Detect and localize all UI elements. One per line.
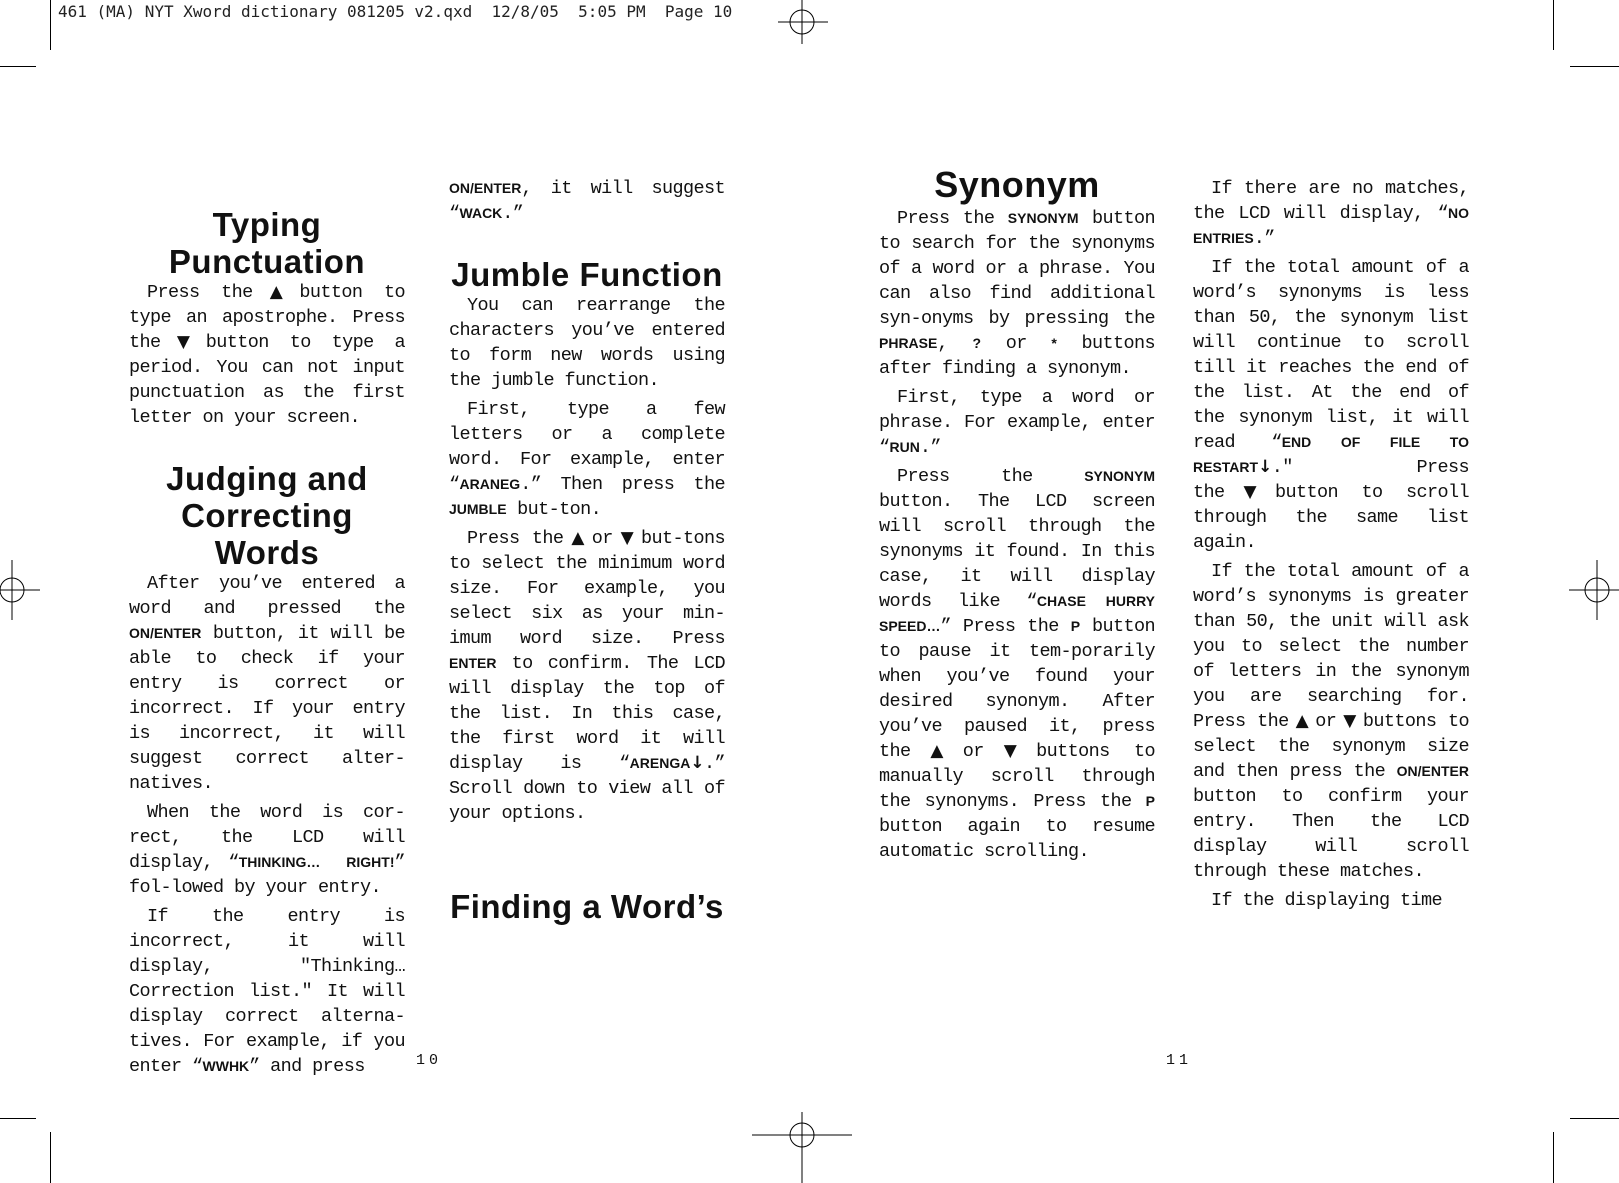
lcd-text: WACK — [459, 205, 503, 221]
heading-typing-punctuation: Typing Punctuation — [168, 206, 366, 280]
paragraph: Press the SYNONYM button. The LCD screen will scroll through the synonyms it found. In this case, it will display words like “CHASE HURRY SPEED…” Press the P button to pause it tem-porarily when you’ve found your desired synonym. After you’ve paused it, press the ▲ or ▼ buttons to manually scroll through the synonyms. Press the P button again to resume automatic scrolling. — [879, 466, 1155, 862]
page-number-left: 10 — [416, 1052, 443, 1069]
paragraph: When the word is cor-rect, the LCD will display, “THINKING… RIGHT!” fol-lowed by your entry. — [129, 802, 405, 898]
key-label: JUMBLE — [449, 501, 507, 517]
crop-mark — [0, 66, 36, 67]
lcd-text: WWHK — [202, 1058, 250, 1074]
column-4 — [1193, 176, 1469, 917]
lcd-text: THINKING… RIGHT! — [238, 854, 395, 870]
paragraph: You can rearrange the characters you’ve entered to form new words using the jumble function. — [449, 295, 725, 391]
down-triangle-icon: ▼ — [618, 528, 635, 548]
column-1 — [129, 206, 405, 1083]
lcd-text: CHASE HURRY SPEED… — [879, 593, 1155, 634]
down-arrow-icon: ↓ — [690, 753, 704, 773]
paragraph: ON/ENTER, it will suggest “WACK.” — [449, 178, 725, 224]
key-label: SYNONYM — [1084, 468, 1155, 484]
down-triangle-icon: ▼ — [166, 332, 200, 352]
key-label: PHRASE — [879, 335, 938, 351]
heading-synonym: Synonym — [934, 164, 1100, 205]
paragraph: Press the ▲ button to type an apostrophe. Press the ▼ button to type a period. You can not input punctuation as the first letter on your screen. — [129, 282, 405, 428]
key-label: ON/ENTER — [129, 625, 202, 641]
paragraph: If the total amount of a word’s synonyms is greater than 50, the unit will ask you to select the number of letters in the synonym you are searching for. Press the ▲ or ▼ buttons to select the synonym size and then press the ON/ENTER button to confirm your entry. Then the LCD display will scroll through these matches. — [1193, 561, 1469, 882]
key-label: SYNONYM — [1007, 210, 1079, 226]
paragraph: If the total amount of a word’s synonyms is less than 50, the synonym list will continue to scroll till it reaches the end of the list. At the end of the synonym list, it will read “END OF FILE TO RESTART↓." Press the ▼ button to scroll through the same list again. — [1193, 257, 1469, 553]
paragraph: If there are no matches, the LCD will display, “NO ENTRIES.” — [1193, 178, 1469, 249]
up-triangle-icon: ▲ — [916, 741, 957, 761]
crop-mark — [1570, 66, 1619, 67]
page-number-right: 11 — [1166, 1052, 1193, 1069]
lcd-text: ARENGA — [629, 755, 691, 771]
column-2 — [449, 176, 725, 925]
lcd-text: ARANEG — [459, 476, 521, 492]
heading-judging-correcting: Judging and Correcting Words — [166, 460, 368, 571]
lcd-text: END OF FILE TO RESTART — [1193, 434, 1469, 475]
paragraph: If the entry is incorrect, it will display, "Thinking… Correction list." It will display correct alterna-tives. For example, if you enter “WWHK” and press — [129, 906, 405, 1077]
crop-mark — [1553, 1132, 1554, 1183]
registration-mark-icon — [0, 560, 40, 620]
key-label: ON/ENTER — [449, 180, 522, 196]
down-triangle-icon: ▼ — [1342, 711, 1357, 731]
up-triangle-icon: ▲ — [1294, 711, 1310, 731]
lcd-text: NO ENTRIES — [1193, 205, 1469, 246]
registration-mark-icon — [1569, 560, 1619, 620]
up-triangle-icon: ▲ — [569, 528, 586, 548]
key-label: ? — [972, 335, 982, 351]
down-triangle-icon: ▼ — [989, 741, 1031, 761]
paragraph: If the displaying time — [1211, 890, 1443, 911]
paragraph: First, type a few letters or a complete word. For example, enter “ARANEG.” Then press the JUMBLE but-ton. — [449, 399, 725, 520]
key-label: * — [1051, 335, 1057, 351]
key-label: P — [1070, 618, 1081, 634]
crop-mark — [0, 1118, 36, 1119]
heading-finding-word: Finding a Word’s — [450, 888, 724, 925]
paragraph: After you’ve entered a word and pressed the ON/ENTER button, it will be able to check if your entry is correct or incorrect. If your entry is incorrect, it will suggest correct alter-natives. — [129, 573, 405, 794]
registration-mark-icon — [752, 1112, 852, 1183]
up-triangle-icon: ▲ — [258, 282, 294, 302]
crop-mark — [50, 0, 51, 50]
heading-jumble-function: Jumble Function — [451, 256, 723, 293]
paragraph: Press the SYNONYM button to search for the synonyms of a word or a phrase. You can also find additional syn-onyms by pressing the PHRASE, ? or * buttons after finding a synonym. — [879, 208, 1155, 379]
down-triangle-icon: ▼ — [1230, 482, 1269, 502]
key-label: P — [1145, 793, 1155, 809]
registration-mark-icon — [778, 0, 828, 44]
paragraph: Press the ▲ or ▼ but-tons to select the minimum word size. For example, you select six as your min-imum word size. Press ENTER to confirm. The LCD will display the top of the list. In this case, the first word it will display is “ARENGA↓.” Scroll down to view all of your options. — [449, 528, 725, 824]
lcd-text: RUN — [889, 439, 920, 455]
key-label: ENTER — [449, 655, 497, 671]
crop-mark — [1570, 1118, 1619, 1119]
crop-mark — [1553, 0, 1554, 50]
print-slug: 461 (MA) NYT Xword dictionary 081205 v2.qxd 12/8/05 5:05 PM Page 10 — [58, 2, 733, 21]
key-label: ON/ENTER — [1396, 763, 1469, 779]
down-arrow-icon: ↓ — [1258, 457, 1272, 477]
paragraph: First, type a word or phrase. For example, enter “RUN.” — [879, 387, 1155, 458]
column-3 — [879, 164, 1155, 868]
crop-mark — [50, 1132, 51, 1183]
